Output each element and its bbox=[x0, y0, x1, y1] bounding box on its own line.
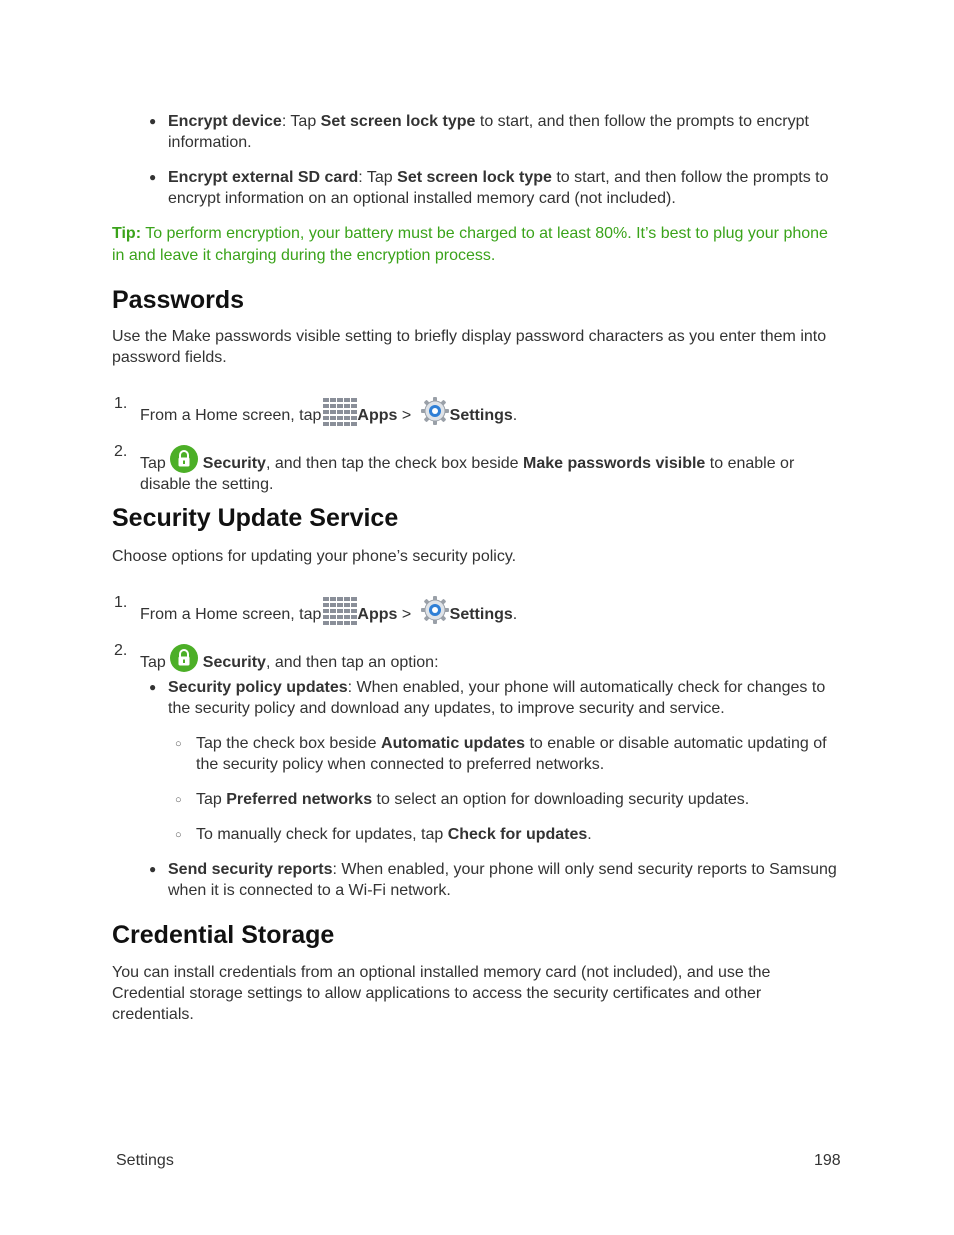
step-item: 1. From a Home screen, tap Apps > Settings. bbox=[114, 395, 518, 424]
sub-list-item: ○ Tap Preferred networks to select an option for downloading security updates. bbox=[196, 789, 840, 810]
term: Encrypt device bbox=[168, 113, 282, 130]
page-number: 198 bbox=[814, 1152, 841, 1169]
section-heading-credential-storage: Credential Storage bbox=[112, 921, 335, 949]
step-item: 2. Tap Security, and then tap the check box beside Make passwords visible to enable or disable the setting. bbox=[114, 443, 795, 493]
term: Set screen lock type bbox=[320, 113, 476, 130]
sub-bullet: ○ bbox=[175, 794, 182, 806]
section-heading-security-update: Security Update Service bbox=[112, 504, 399, 532]
tip-label: Tip: bbox=[112, 225, 142, 242]
sub-bullet: ○ bbox=[175, 738, 182, 750]
lock-icon bbox=[169, 444, 199, 474]
list-item: ● Encrypt device: Tap Set screen lock type to start, and then follow the prompts to encrypt information. bbox=[149, 113, 809, 151]
list-item: ● Send security reports: When enabled, your phone will only send security reports to Samsung when it is connected to a Wi-Fi network. bbox=[149, 861, 837, 899]
step-item: 2. Tap Security, and then tap an option: bbox=[114, 642, 439, 671]
section-intro: Choose options for updating your phone’s security policy. bbox=[112, 548, 517, 565]
section-heading-passwords: Passwords bbox=[112, 286, 245, 314]
section-intro: Use the Make passwords visible setting to briefly display password characters as you enter them into password fields. bbox=[112, 328, 827, 366]
bullet-dot: ● bbox=[149, 114, 157, 128]
apps-icon bbox=[323, 595, 357, 625]
sub-list-item: ○ Tap the check box beside Automatic updates to enable or disable automatic updating of the security policy when connected to preferred networks. bbox=[175, 735, 827, 773]
sub-bullet: ○ bbox=[175, 829, 182, 841]
term: Set screen lock type bbox=[397, 169, 552, 186]
sub-list-item: ○ To manually check for updates, tap Check for updates. bbox=[196, 824, 840, 845]
settings-icon bbox=[420, 396, 450, 426]
section-intro: You can install credentials from an optional installed memory card (not included), and use the Credential storage settings to allow applications to access the security certificates and other credentials. bbox=[112, 964, 771, 1023]
list-item: ● Encrypt external SD card: Tap Set screen lock type to start, and then follow the prompts to encrypt information on an optional installed memory card (not included). bbox=[149, 169, 829, 207]
footer-section: Settings bbox=[116, 1152, 174, 1169]
term: Encrypt external SD card bbox=[168, 169, 359, 186]
bullet-dot: ● bbox=[149, 862, 157, 876]
settings-icon bbox=[420, 595, 450, 625]
bullet-dot: ● bbox=[149, 680, 157, 694]
lock-icon bbox=[169, 643, 199, 673]
step-item: 1. From a Home screen, tap Apps > Settings. bbox=[114, 594, 518, 623]
bullet-dot: ● bbox=[149, 170, 157, 184]
list-item: ● Security policy updates: When enabled, your phone will automatically check for changes to the security policy and download any updates, to improve security and service. bbox=[149, 679, 826, 717]
tip-note: Tip: To perform encryption, your battery must be charged to at least 80%. It’s best to plug your phone in and leave it charging during the encryption process. bbox=[112, 225, 828, 264]
apps-icon bbox=[323, 396, 357, 426]
